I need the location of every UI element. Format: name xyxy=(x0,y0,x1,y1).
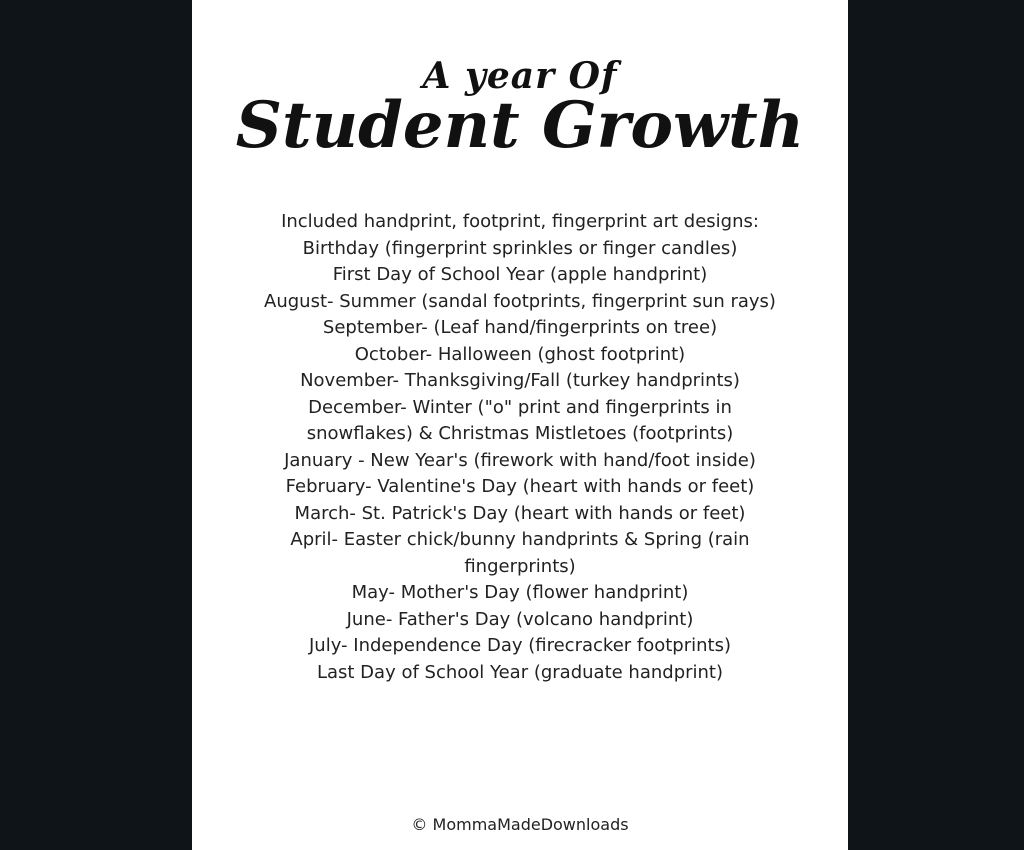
copyright-footer: © MommaMadeDownloads xyxy=(411,815,629,834)
list-item: September- (Leaf hand/fingerprints on tree) xyxy=(322,317,718,338)
activity-list xyxy=(232,209,808,686)
list-item: fingerprints) xyxy=(464,555,576,577)
list-item: Included handprint, footprint, fingerprint art designs: xyxy=(281,211,759,232)
list-item: snowflakes) & Christmas Mistletoes (footprints) xyxy=(306,423,734,444)
document-page xyxy=(192,0,848,850)
list-item: March- St. Patrick's Day (heart with hands or feet) xyxy=(294,502,746,524)
list-item: May- Mother's Day (flower handprint) xyxy=(351,582,689,603)
list-item: Last Day of School Year (graduate handprint) xyxy=(316,661,724,683)
list-item: Birthday (fingerprint sprinkles or finger candles) xyxy=(302,237,738,259)
list-item: First Day of School Year (apple handprint) xyxy=(332,264,708,285)
list-item: August- Summer (sandal footprints, fingerprint sun rays) xyxy=(264,290,776,312)
list-item: December- Winter ("o" print and fingerprints in xyxy=(308,396,732,418)
title-line-2: Student Growth xyxy=(235,88,805,163)
list-item: July- Independence Day (firecracker footprints) xyxy=(308,635,731,656)
list-item: October- Halloween (ghost footprint) xyxy=(354,343,686,365)
list-item: June- Father's Day (volcano handprint) xyxy=(346,608,694,630)
title-line-1: A year Of xyxy=(422,55,618,97)
list-item: January - New Year's (firework with hand/foot inside) xyxy=(284,449,756,471)
list-item: April- Easter chick/bunny handprints & Spring (rain xyxy=(290,529,750,550)
list-item: February- Valentine's Day (heart with hands or feet) xyxy=(285,476,755,497)
list-item: November- Thanksgiving/Fall (turkey handprints) xyxy=(300,370,740,391)
